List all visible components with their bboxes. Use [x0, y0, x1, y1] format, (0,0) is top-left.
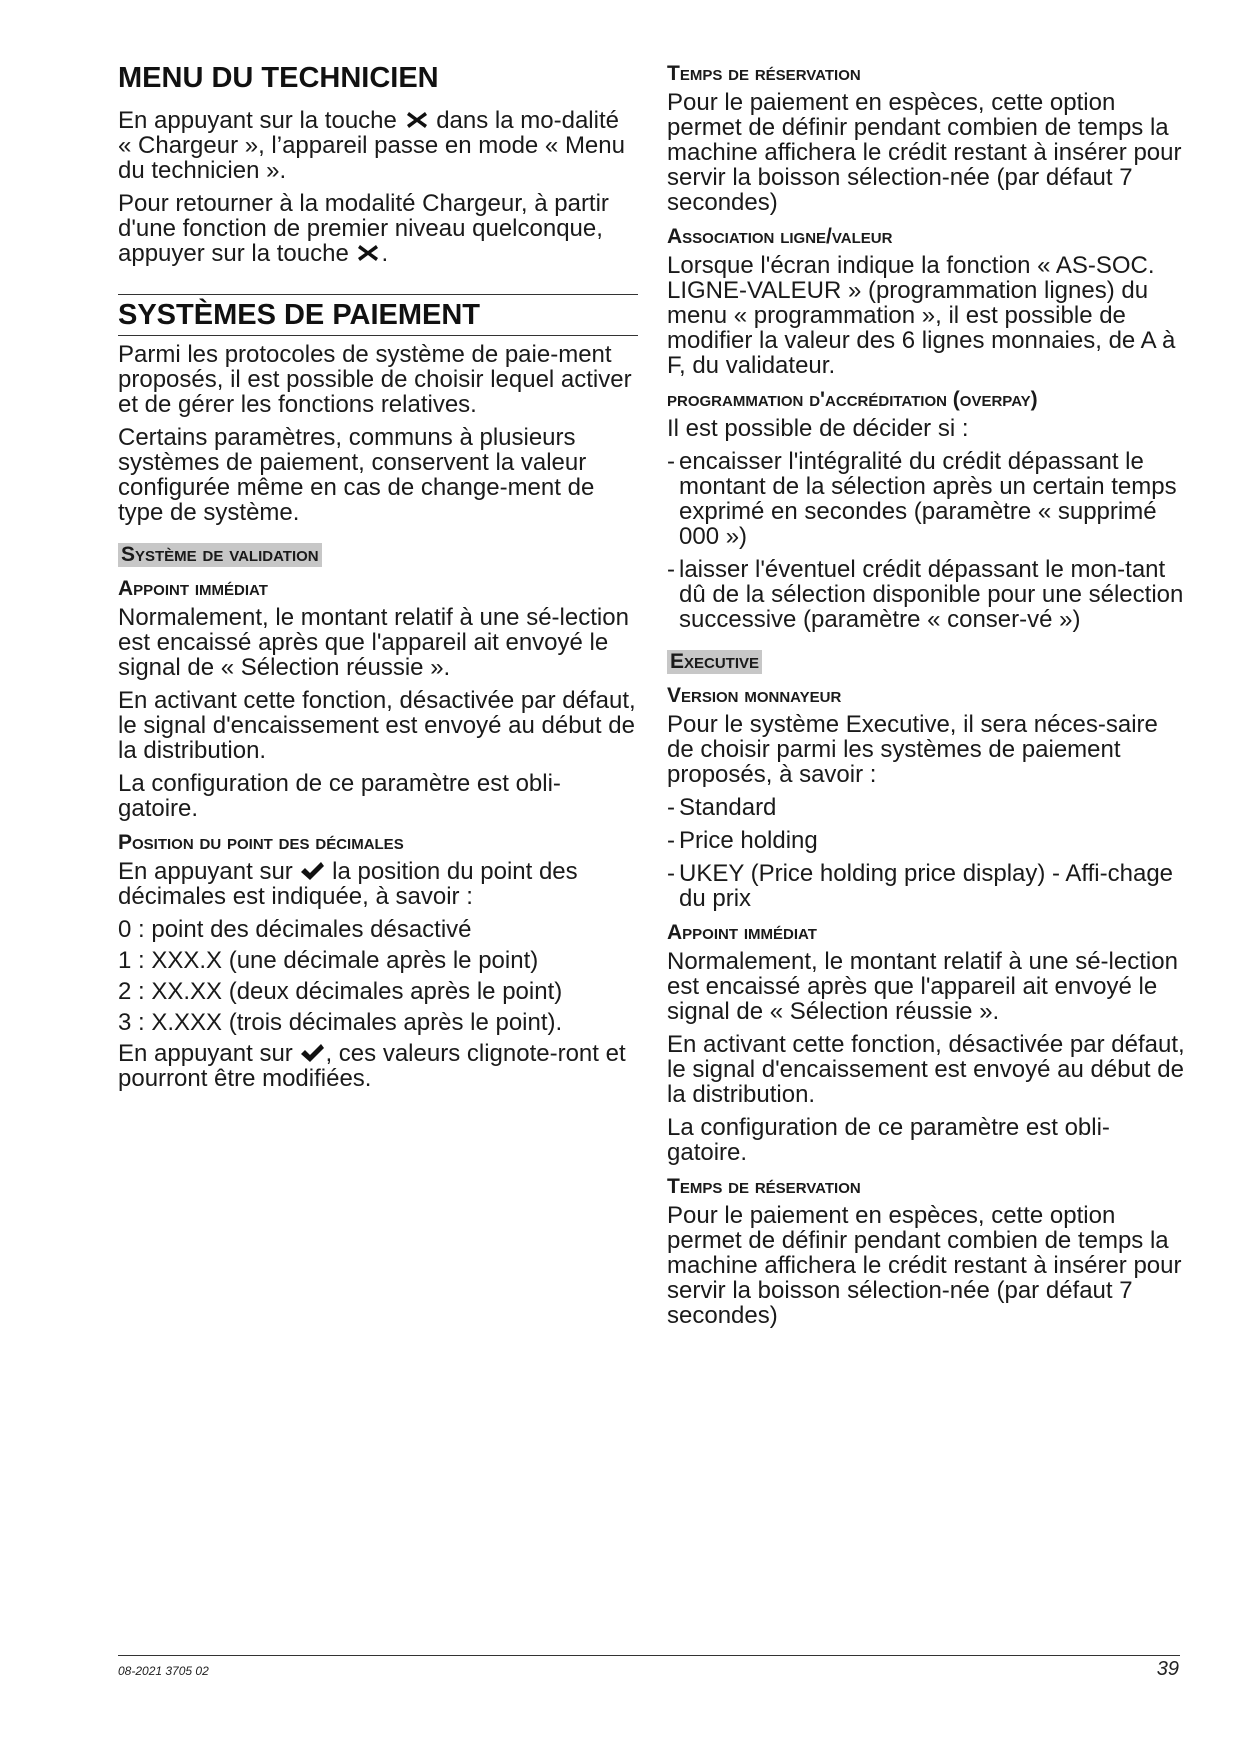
title-menu-technicien: MENU DU TECHNICIEN: [118, 62, 439, 94]
list-marker: -: [667, 448, 675, 475]
list-item-text: laisser l'éventuel crédit dépassant le mon-tant dû de la sélection disponible pour une sélection successive (paramètre « conser-vé »): [679, 556, 1184, 633]
text-segment: , ces valeurs clignote-ront et pourront être modifiées.: [118, 1040, 626, 1092]
decimal-option-2: 2 : XX.XX (deux décimales après le point): [118, 978, 563, 1005]
text-segment: .: [381, 240, 389, 267]
paragraph-return: [118, 191, 638, 266]
text-segment: En appuyant sur: [118, 858, 293, 885]
left-column: [118, 62, 638, 1099]
section-highlight: Executive: [667, 650, 762, 674]
decimal-option-1: 1 : XXX.X (une décimale après le point): [118, 947, 539, 974]
text-segment: En appuyant sur la touche: [118, 107, 397, 134]
footer-divider: [118, 1655, 1180, 1656]
list-marker: -: [667, 794, 675, 821]
version-list: [667, 795, 1187, 911]
subheading-overpay: programmation d'accréditation (overpay): [667, 388, 1038, 411]
paragraph-appoint2-1: Normalement, le montant relatif à une sé-lection est encaissé après que l'appareil ait envoyé le signal de « Sélection réussie ».: [667, 948, 1178, 1025]
list-item: [667, 828, 1187, 853]
decimal-option-3: 3 : X.XXX (trois décimales après le point).: [118, 1009, 563, 1036]
check-icon: [299, 860, 325, 882]
paragraph-appoint2-2: En activant cette fonction, désactivée par défaut, le signal d'encaissement est envoyé au début de la distribution.: [667, 1031, 1185, 1108]
paragraph-version: Pour le système Executive, il sera néces-saire de choisir parmi les systèmes de paiement proposés, à savoir :: [667, 711, 1158, 788]
list-item-text: Standard: [679, 794, 777, 821]
paragraph-overpay-intro: Il est possible de décider si :: [667, 415, 969, 442]
footer-document-code: 08-2021 3705 02: [118, 1664, 209, 1678]
paragraph-appoint-3: La configuration de ce paramètre est obli-gatoire.: [118, 770, 561, 822]
check-icon: [299, 1042, 325, 1064]
list-item: [667, 557, 1187, 632]
title-systemes-paiement: SYSTÈMES DE PAIEMENT: [118, 294, 638, 336]
list-item-text: Price holding: [679, 827, 818, 854]
subheading-version-monnayeur: Version monnayeur: [667, 684, 842, 707]
list-item-text: UKEY (Price holding price display) - Affi-chage du prix: [679, 860, 1174, 912]
list-marker: -: [667, 827, 675, 854]
right-column: [667, 62, 1187, 1336]
list-item: [667, 795, 1187, 820]
text-segment: la position du point des décimales est indiquée, à savoir :: [118, 858, 578, 910]
list-item: [667, 449, 1187, 549]
paragraph-association: Lorsque l'écran indique la fonction « AS-SOC. LIGNE-VALEUR » (programmation lignes) du menu « programmation », il est possible de modifier la valeur des 6 lignes monnaies, de A à F, du validateur.: [667, 252, 1176, 379]
list-item: [667, 861, 1187, 911]
paragraph-menu-intro: [118, 108, 638, 183]
paragraph-appoint2-3: La configuration de ce paramètre est obli-gatoire.: [667, 1114, 1110, 1166]
paragraph-appoint-2: En activant cette fonction, désactivée par défaut, le signal d'encaissement est envoyé au début de la distribution.: [118, 687, 636, 764]
cross-icon: [404, 109, 430, 131]
subheading-temps-reservation: Temps de réservation: [667, 62, 861, 85]
subheading-position-decimales: Position du point des décimales: [118, 831, 404, 854]
subheading-appoint-immediat-2: Appoint immédiat: [667, 921, 817, 944]
paragraph-appoint-1: Normalement, le montant relatif à une sé-lection est encaissé après que l'appareil ait envoyé le signal de « Sélection réussie ».: [118, 604, 629, 681]
overpay-list: [667, 449, 1187, 632]
page-number: 39: [1156, 1658, 1179, 1680]
list-item-text: encaisser l'intégralité du crédit dépassant le montant de la sélection après un certain temps exprimé en secondes (paramètre « supprimé 000 »): [679, 448, 1177, 550]
decimal-option-0: 0 : point des décimales désactivé: [118, 916, 472, 943]
list-marker: -: [667, 860, 675, 887]
paragraph-protocols: Parmi les protocoles de système de paie-ment proposés, il est possible de choisir lequel activer et de gérer les fonctions relatives.: [118, 341, 632, 418]
paragraph-temps-2: Pour le paiement en espèces, cette option permet de définir pendant combien de temps la machine affichera le crédit restant à insérer pour servir la boisson sélection-née (par défaut 7 secondes): [667, 1202, 1182, 1329]
section-highlight: Système de validation: [118, 543, 322, 567]
section-executive: [667, 650, 1187, 674]
subheading-temps-reservation-2: Temps de réservation: [667, 1175, 861, 1198]
paragraph-position-intro: [118, 859, 638, 909]
paragraph-temps-1: Pour le paiement en espèces, cette option permet de définir pendant combien de temps la machine affichera le crédit restant à insérer pour servir la boisson sélection-née (par défaut 7 secondes): [667, 89, 1182, 216]
text-segment: En appuyant sur: [118, 1040, 293, 1067]
subheading-appoint-immediat: Appoint immédiat: [118, 577, 268, 600]
paragraph-blink: [118, 1041, 638, 1091]
text-segment: Pour retourner à la modalité Chargeur, à partir d'une fonction de premier niveau quelconque, appuyer sur la touche: [118, 190, 609, 267]
text-segment: dans la mo-dalité « Chargeur », l’appareil passe en mode « Menu du technicien ».: [118, 107, 625, 184]
paragraph-parameters: Certains paramètres, communs à plusieurs systèmes de paiement, conservent la valeur configurée même en cas de change-ment de type de système.: [118, 424, 595, 526]
section-systeme-validation: [118, 543, 638, 567]
list-marker: -: [667, 556, 675, 583]
cross-icon: [355, 242, 381, 264]
subheading-association: Association ligne/valeur: [667, 225, 893, 248]
